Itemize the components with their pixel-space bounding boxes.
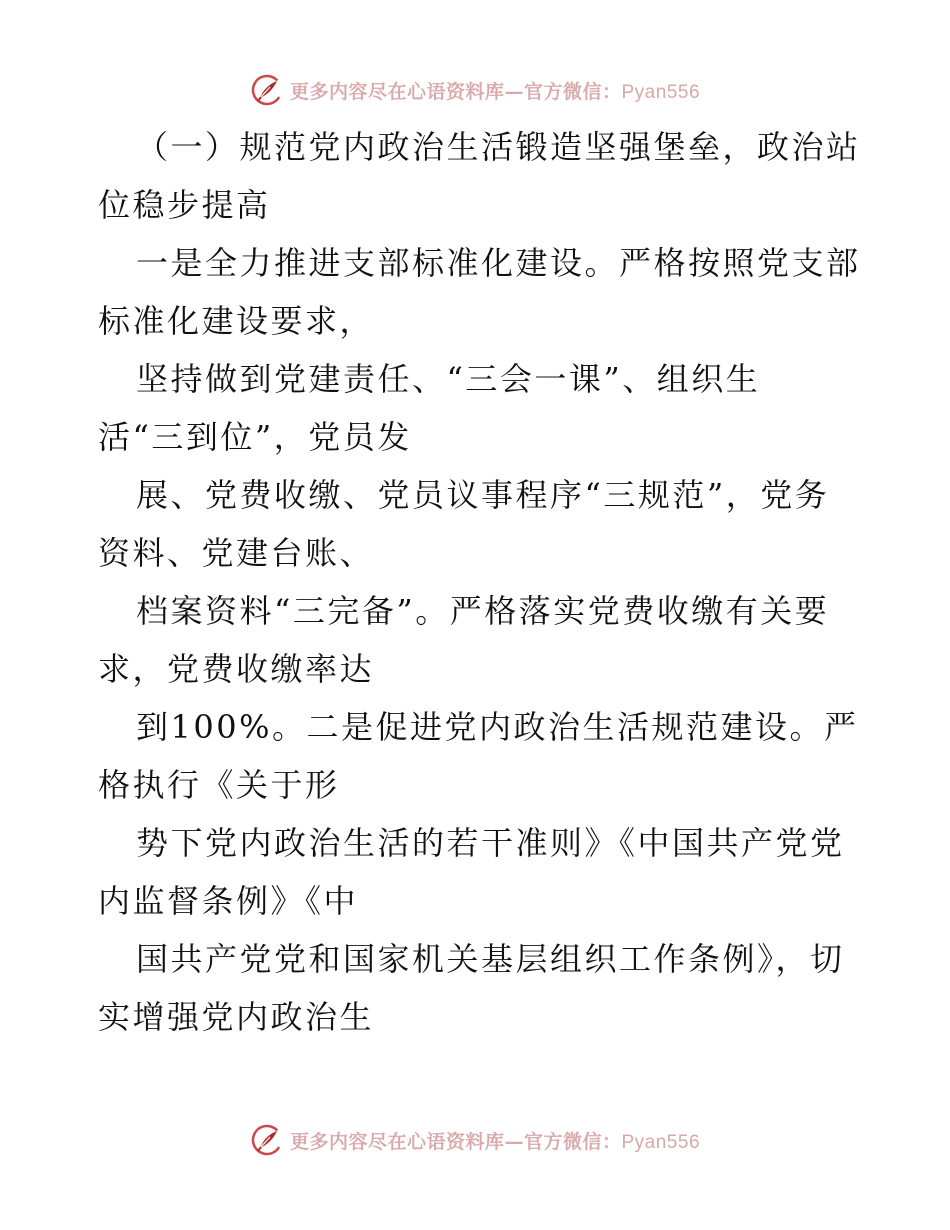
feather-pen-logo-icon <box>250 73 284 107</box>
footer-banner <box>0 1120 950 1160</box>
header-banner-text <box>290 77 700 104</box>
body-line: 位稳步提高 <box>98 186 271 224</box>
header-wechat-id: Pyan556 <box>621 81 701 103</box>
header-banner-inner <box>250 73 700 107</box>
body-line: 一是全力推进支部标准化建设。严格按照党支部 <box>136 244 861 282</box>
footer-banner-inner <box>250 1123 700 1157</box>
body-line: 坚持做到党建责任、“三会一课”、组织生 <box>136 360 761 398</box>
body-line: 活“三到位”，党员发 <box>98 418 412 456</box>
body-line: 实增强党内政治生 <box>98 998 375 1036</box>
body-line: 势下党内政治生活的若干准则》《中国共产党党 <box>136 824 845 862</box>
body-line: 求，党费收缴率达 <box>98 650 375 688</box>
header-banner <box>0 70 950 110</box>
body-line: 标准化建设要求， <box>98 302 375 340</box>
footer-banner-label: 更多内容尽在心语资料库—官方微信： <box>289 1130 622 1153</box>
body-line: 国共产党党和国家机关基层组织工作条例》，切 <box>136 940 845 978</box>
body-line: 格执行《关于形 <box>98 766 340 804</box>
body-line: 档案资料“三完备”。严格落实党费收缴有关要 <box>136 592 830 630</box>
body-line: 展、党费收缴、党员议事程序“三规范”，党务 <box>136 476 830 514</box>
document-body <box>98 118 861 1046</box>
feather-pen-logo-icon <box>250 1123 284 1157</box>
body-line: 内监督条例》《中 <box>98 882 359 920</box>
footer-banner-text <box>290 1127 700 1154</box>
body-line: （一）规范党内政治生活锻造坚强堡垒，政治站 <box>136 128 861 166</box>
body-line: 到100%。二是促进党内政治生活规范建设。严 <box>136 708 859 746</box>
header-banner-label: 更多内容尽在心语资料库—官方微信： <box>289 80 622 103</box>
body-line: 资料、党建台账、 <box>98 534 375 572</box>
footer-wechat-id: Pyan556 <box>621 1131 701 1153</box>
